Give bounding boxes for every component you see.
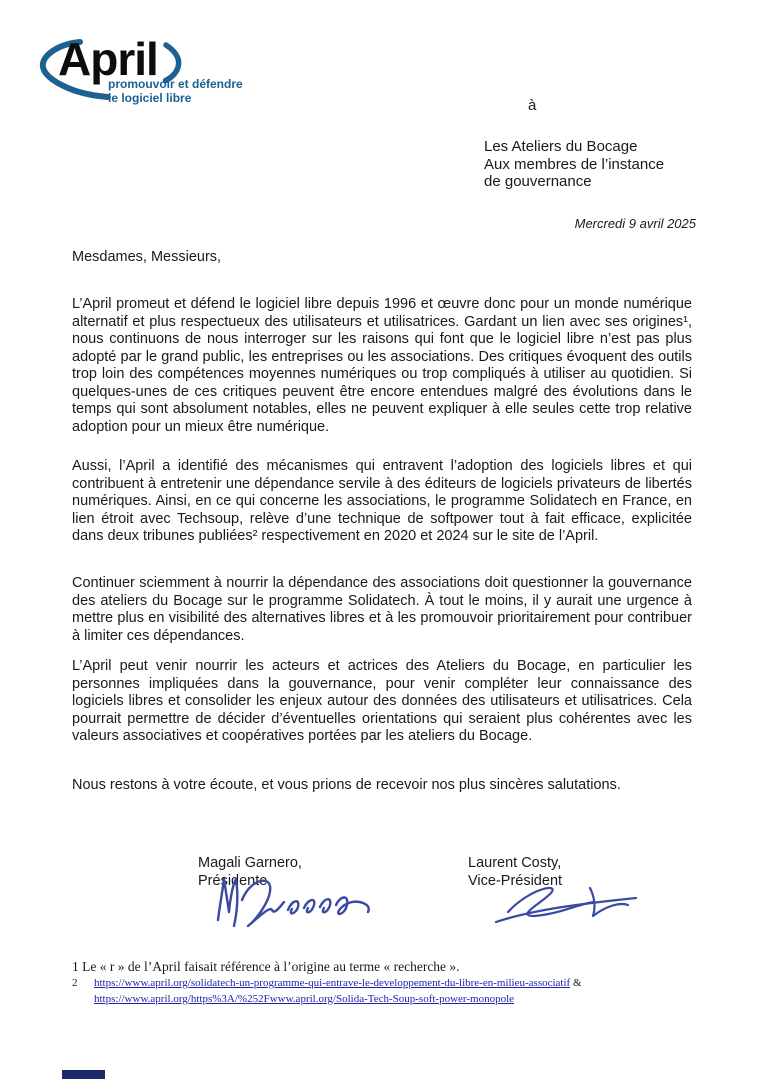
recipient-to-mark: à xyxy=(528,97,537,114)
greeting: Mesdames, Messieurs, xyxy=(72,249,222,265)
footnote-2-number: 2 xyxy=(72,977,78,989)
recipient-block xyxy=(484,138,664,191)
recipient-line: Les Ateliers du Bocage xyxy=(484,138,638,155)
handwritten-signature-icon xyxy=(210,872,385,934)
logo-tagline-line2: le logiciel libre xyxy=(108,91,192,105)
body-paragraph: Continuer sciemment à nourrir la dépendance des associations doit questionner la gouvernance des ateliers du Bocage sur le programme Solidatech. À tout le moins, il y aurait une urgence à mettre plus en visibilité des alternatives libres et à les promouvoir prioritairement pour contribuer à limiter ces dépendances. xyxy=(72,575,692,644)
signer-name: Magali Garnero, xyxy=(198,855,302,871)
footer-mark xyxy=(62,1070,105,1079)
handwritten-signature-icon xyxy=(488,880,643,928)
signer-name: Laurent Costy, xyxy=(468,855,562,871)
footnote-link-2[interactable]: https://www.april.org/https%3A/%252Fwww.april.org/Solida-Tech-Soup-soft-power-monopole xyxy=(94,992,515,1005)
closing-paragraph: Nous restons à votre écoute, et vous prions de recevoir nos plus sincères salutations. xyxy=(72,777,621,793)
signer-title: Présidente xyxy=(198,872,268,889)
footnote-1: 1 Le « r » de l’April faisait référence à l’origine au terme « recherche ». xyxy=(72,959,460,974)
letter-date: Mercredi 9 avril 2025 xyxy=(574,216,696,231)
body-paragraph: L’April peut venir nourrir les acteurs et actrices des Ateliers du Bocage, en particulier les personnes impliquées dans la gouvernance, pour venir compléter leur connaissance des logiciels libres et consolider les enjeux autour des données des utilisateurs et utilisatrices. Cela pourrait permettre de décider d’éventuelles orientations qui seraient plus cohérentes avec les valeurs associatives et coopératives portées par les ateliers du Bocage. xyxy=(72,658,692,744)
recipient-line: de gouvernance xyxy=(484,173,592,190)
recipient-line: Aux membres de l’instance xyxy=(484,155,665,173)
footnote-link-1[interactable]: https://www.april.org/solidatech-un-programme-qui-entrave-le-developpement-du-libre-en-milieu-associatif xyxy=(94,977,571,989)
brand-wordmark: April xyxy=(58,33,158,85)
footnote-link-separator: & xyxy=(570,977,582,989)
footnote-2 xyxy=(94,976,704,1007)
signer-title: Vice-Président xyxy=(468,872,563,889)
body-paragraph: Aussi, l’April a identifié des mécanismes qui entravent l’adoption des logiciels libres et qui contribuent à entretenir une dépendance servile à des éditeurs de logiciels privateurs de libertés numériques. Ainsi, en ce qui concerne les associations, le programme Solidatech en France, en lien étroit avec Techsoup, relève d’une technique de softpower tout à fait efficace, explicitée dans deux tribunes publiées² respectivement en 2020 et 2024 sur le site de l’April. xyxy=(72,458,692,544)
april-logo xyxy=(36,34,251,114)
body-paragraph: L’April promeut et défend le logiciel libre depuis 1996 et œuvre donc pour un monde numérique alternatif et plus respectueux des utilisateurs et utilisatrices. Gardant un lien avec ses origines¹, nous continuons de nous interroger sur les raisons qui font que le logiciel libre n’est pas plus adopté par le grand public, les entreprises ou les associations. Des critiques évoquent des outils trop loin des compétences moyennes numériques ou trop compliqués à utiliser au quotidien. Si quelques-unes de ces critiques peuvent être encore entendues malgré des évolutions dans le temps qui sont absolument notables, elles ne peuvent expliquer à elle seules cette trop relative adoption pour un mieux être numérique. xyxy=(72,296,692,435)
logo-tagline-line1: promouvoir et défendre xyxy=(108,77,243,91)
